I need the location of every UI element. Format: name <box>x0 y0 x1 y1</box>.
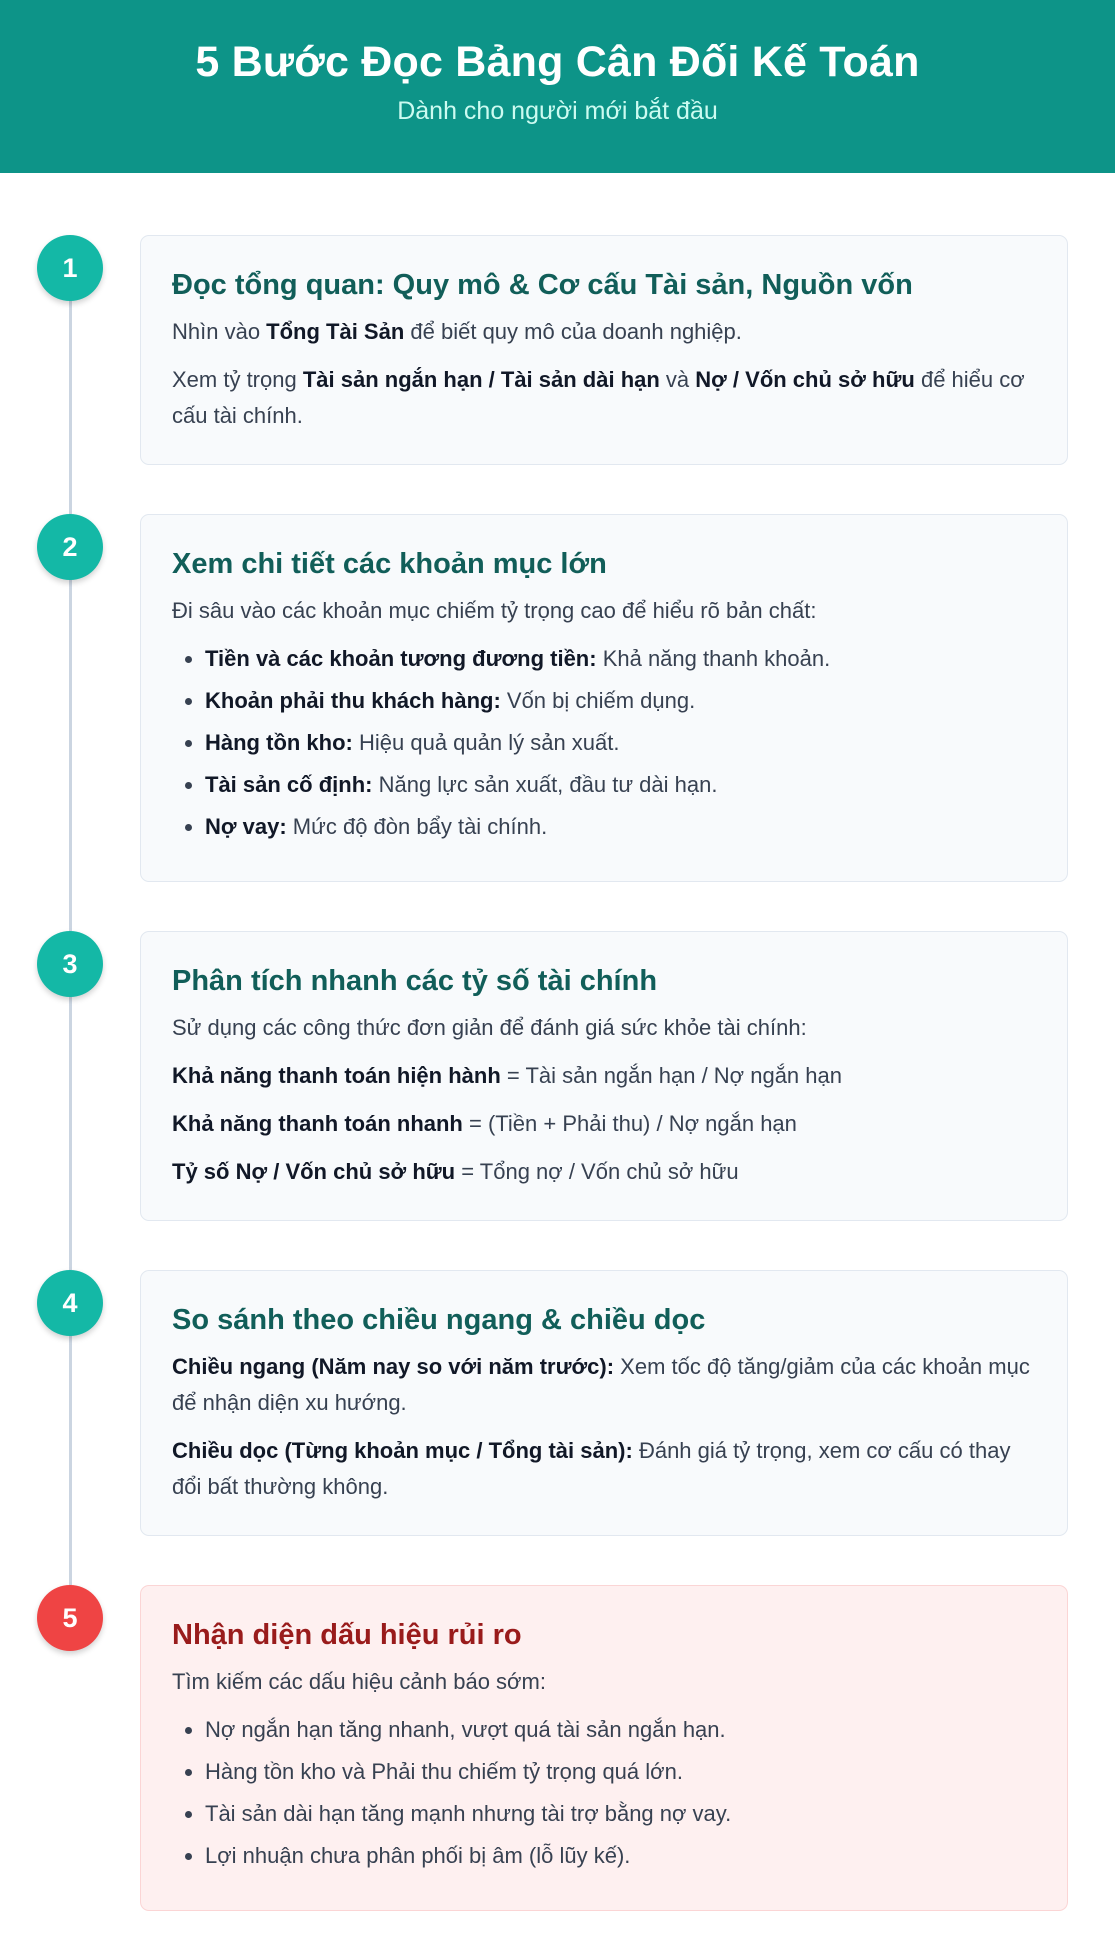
list-item: • Hàng tồn kho: Hiệu quả quản lý sản xuất. <box>205 725 1037 761</box>
page-subtitle: Dành cho người mới bắt đầu <box>397 97 718 125</box>
timeline-line <box>69 1330 72 1585</box>
page-header <box>0 0 1115 173</box>
step-card <box>140 235 1068 465</box>
step-1 <box>0 235 1068 465</box>
step-title: Phân tích nhanh các tỷ số tài chính <box>172 965 658 997</box>
comparison-row: Chiều ngang (Năm nay so với năm trước): Xem tốc độ tăng/giảm của các khoản mục để nhận diện xu hướng. <box>172 1354 1030 1415</box>
steps-timeline <box>0 173 1115 1911</box>
list-item: • Nợ ngắn hạn tăng nhanh, vượt quá tài sản ngắn hạn. <box>205 1712 1037 1748</box>
step-title: So sánh theo chiều ngang & chiều dọc <box>172 1304 706 1336</box>
step-card <box>140 514 1068 882</box>
formula: Tỷ số Nợ / Vốn chủ sở hữu = Tổng nợ / Vốn chủ sở hữu <box>172 1159 739 1184</box>
formula: Khả năng thanh toán hiện hành = Tài sản ngắn hạn / Nợ ngắn hạn <box>172 1063 842 1088</box>
list-item: • Tài sản cố định: Năng lực sản xuất, đầu tư dài hạn. <box>205 767 1037 803</box>
list-item: • Khoản phải thu khách hàng: Vốn bị chiếm dụng. <box>205 683 1037 719</box>
step-title: Xem chi tiết các khoản mục lớn <box>172 548 607 580</box>
step-intro: Tìm kiếm các dấu hiệu cảnh báo sớm: <box>172 1669 546 1694</box>
list-item: • Nợ vay: Mức độ đòn bẩy tài chính. <box>205 809 1037 845</box>
step-2 <box>0 514 1068 882</box>
comparison-row: Chiều dọc (Từng khoản mục / Tổng tài sản): Đánh giá tỷ trọng, xem cơ cấu có thay đổi bất thường không. <box>172 1438 1011 1499</box>
risk-card <box>140 1585 1068 1911</box>
list-item: • Tài sản dài hạn tăng mạnh nhưng tài trợ bằng nợ vay. <box>205 1796 1037 1832</box>
step-title: Nhận diện dấu hiệu rủi ro <box>172 1619 522 1651</box>
step-number-badge: 5 <box>37 1585 103 1651</box>
timeline-line <box>69 295 72 514</box>
list-item: • Hàng tồn kho và Phải thu chiếm tỷ trọng quá lớn. <box>205 1754 1037 1790</box>
page-title: 5 Bước Đọc Bảng Cân Đối Kế Toán <box>195 38 920 86</box>
step-4 <box>0 1270 1068 1536</box>
risk-list <box>172 1712 1037 1874</box>
step-intro: Đi sâu vào các khoản mục chiếm tỷ trọng cao để hiểu rõ bản chất: <box>172 598 817 623</box>
step-text: Xem tỷ trọng Tài sản ngắn hạn / Tài sản dài hạn và Nợ / Vốn chủ sở hữu để hiểu cơ cấu tài chính. <box>172 367 1025 428</box>
step-number-badge: 2 <box>37 514 103 580</box>
step-number-badge: 1 <box>37 235 103 301</box>
step-3 <box>0 931 1068 1221</box>
item-list <box>172 641 1037 845</box>
step-5 <box>0 1585 1068 1911</box>
step-number-badge: 4 <box>37 1270 103 1336</box>
list-item: • Lợi nhuận chưa phân phối bị âm (lỗ lũy kế). <box>205 1838 1037 1874</box>
formula: Khả năng thanh toán nhanh = (Tiền + Phải thu) / Nợ ngắn hạn <box>172 1111 797 1136</box>
step-title: Đọc tổng quan: Quy mô & Cơ cấu Tài sản, Nguồn vốn <box>172 269 913 301</box>
step-text: Nhìn vào Tổng Tài Sản để biết quy mô của doanh nghiệp. <box>172 319 742 344</box>
timeline-line <box>69 574 72 931</box>
timeline-line <box>69 991 72 1270</box>
step-card <box>140 1270 1068 1536</box>
step-intro: Sử dụng các công thức đơn giản để đánh giá sức khỏe tài chính: <box>172 1015 807 1040</box>
step-card <box>140 931 1068 1221</box>
list-item: • Tiền và các khoản tương đương tiền: Khả năng thanh khoản. <box>205 641 1037 677</box>
step-number-badge: 3 <box>37 931 103 997</box>
